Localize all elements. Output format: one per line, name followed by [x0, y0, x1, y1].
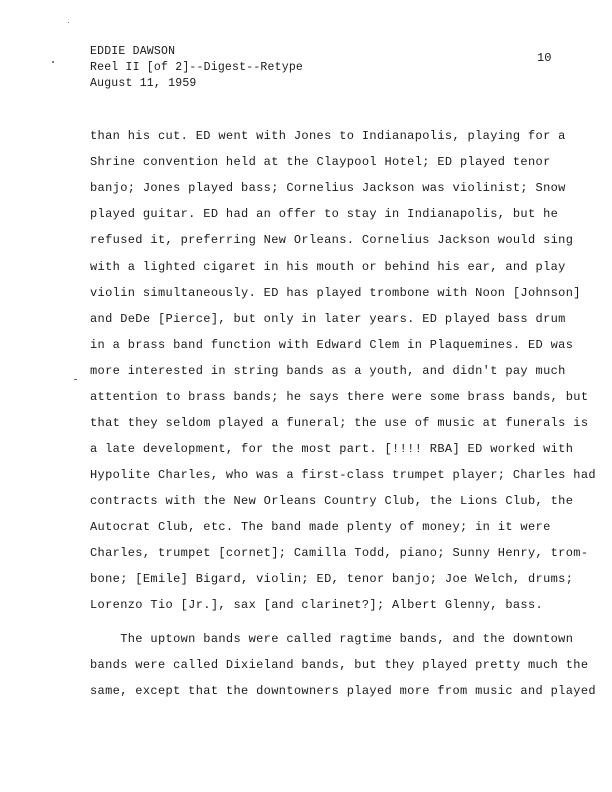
text-line: bands were called Dixieland bands, but they played pretty much the [90, 658, 589, 672]
text-line: with a lighted cigaret in his mouth or behind his ear, and play [90, 260, 566, 274]
text-line: than his cut. ED went with Jones to Indianapolis, playing for a [90, 129, 566, 143]
text-line: and DeDe [Pierce], but only in later years. ED played bass drum [90, 312, 566, 326]
text-line: that they seldom played a funeral; the use of music at funerals is [90, 416, 589, 430]
reel-label: Reel II [of 2]--Digest--Retype [90, 61, 304, 74]
text-line: played guitar. ED had an offer to stay in Indianapolis, but he [90, 207, 559, 221]
text-line: The uptown bands were called ragtime bands, and the downtown [90, 632, 574, 646]
text-line: Shrine convention held at the Claypool Hotel; ED played tenor [90, 155, 551, 169]
text-line: a late development, for the most part. [!!!! RBA] ED worked with [90, 442, 574, 456]
text-line: in a brass band function with Edward Clem in Plaquemines. ED was [90, 338, 574, 352]
scan-speck [74, 379, 77, 380]
text-line: Autocrat Club, etc. The band made plenty of money; in it were [90, 520, 551, 534]
page-number: 10 [537, 51, 552, 65]
text-line: same, except that the downtowners played more from music and played [90, 684, 596, 698]
interview-date: August 11, 1959 [90, 77, 197, 90]
text-line: refused it, preferring New Orleans. Cornelius Jackson would sing [90, 233, 574, 247]
interviewee-name: EDDIE DAWSON [90, 45, 176, 58]
text-line: more interested in string bands as a youth, and didn't pay much [90, 364, 566, 378]
text-line: attention to brass bands; he says there were some brass bands, but [90, 390, 589, 404]
text-line: Charles, trumpet [cornet]; Camilla Todd, piano; Sunny Henry, trom- [90, 546, 589, 560]
text-line: violin simultaneously. ED has played trombone with Noon [Johnson] [90, 286, 581, 300]
document-header [90, 44, 303, 92]
scan-speck [52, 61, 54, 63]
text-line: contracts with the New Orleans Country Club, the Lions Club, the [90, 494, 574, 508]
text-line: banjo; Jones played bass; Cornelius Jackson was violinist; Snow [90, 181, 566, 195]
text-line: Lorenzo Tio [Jr.], sax [and clarinet?]; Albert Glenny, bass. [90, 598, 544, 612]
text-line: bone; [Emile] Bigard, violin; ED, tenor banjo; Joe Welch, drums; [90, 572, 574, 586]
scan-speck [68, 22, 69, 23]
text-line: Hypolite Charles, who was a first-class trumpet player; Charles had [90, 468, 596, 482]
